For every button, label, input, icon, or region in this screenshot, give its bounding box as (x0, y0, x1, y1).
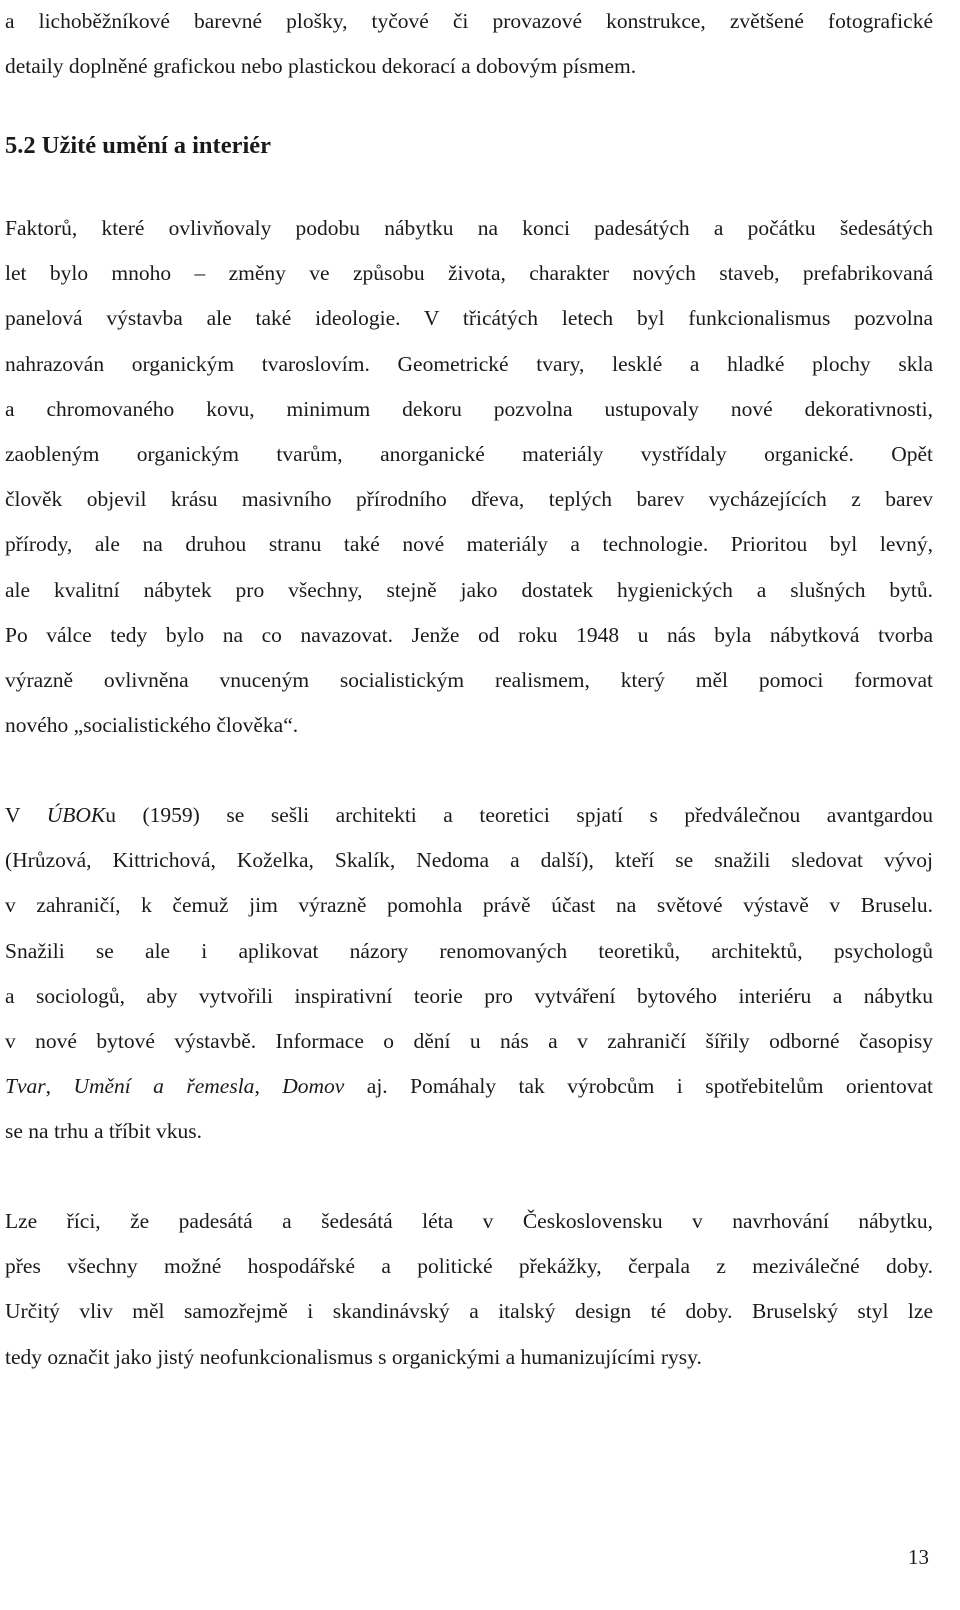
section-heading: 5.2 Užité umění a interiér (5, 132, 272, 159)
text-run: aj. Pomáhaly tak výrobcům i spotřebitelům orientovat (344, 1074, 934, 1099)
italic-term: ÚBOK (46, 803, 106, 827)
text-line: a sociologů, aby vytvořili inspirativní teorie pro vytváření bytového interiéru a nábytku (5, 983, 933, 1008)
text-line: panelová výstavba ale také ideologie. V třicátých letech byl funkcionalismus pozvolna (5, 306, 933, 331)
text-line: Po válce tedy bylo na co navazovat. Jenže od roku 1948 u nás byla nábytková tvorba (5, 622, 933, 647)
text-line: zaobleným organickým tvarům, anorganické materiály vystřídaly organické. Opět (5, 441, 933, 466)
paragraph-2 (5, 793, 933, 1155)
text-line: v zahraničí, k čemuž jim výrazně pomohla právě účast na světové výstavě v Bruselu. (5, 893, 933, 918)
text-line: přírody, ale na druhou stranu také nové materiály a technologie. Prioritou byl levný, (5, 532, 933, 557)
text-line: člověk objevil krásu masivního přírodního dřeva, teplých barev vycházejících z barev (5, 487, 933, 512)
text-line: a lichoběžníkové barevné plošky, tyčové či provazové konstrukce, zvětšené fotografické (5, 9, 933, 33)
journal-title: Tvar (5, 1074, 46, 1099)
text-line: Faktorů, které ovlivňovaly podobu nábytku na konci padesátých a počátku šedesátých (5, 216, 933, 240)
intro-paragraph (5, 0, 933, 89)
text-line: ale kvalitní nábytek pro všechny, stejně jako dostatek hygienických a slušných bytů. (5, 577, 933, 602)
text-line: Snažili se ale i aplikovat názory renomovaných teoretiků, architektů, psychologů (5, 938, 933, 963)
text-line: detaily doplněné grafickou nebo plastickou dekorací a dobovým písmem. (5, 54, 637, 79)
text-line: Určitý vliv měl samozřejmě i skandinávský a italský design té doby. Bruselský styl lze (5, 1299, 933, 1324)
text-line: a chromovaného kovu, minimum dekoru pozvolna ustupovaly nové dekorativnosti, (5, 396, 933, 421)
text-line: výrazně ovlivněna vnuceným socialistickým realismem, který měl pomoci formovat (5, 667, 933, 692)
text-line: se na trhu a tříbit vkus. (5, 1119, 203, 1144)
text-line (5, 793, 933, 838)
text-line: přes všechny možné hospodářské a politické překážky, čerpala z meziválečné doby. (5, 1254, 933, 1279)
text-run: , (45, 1074, 74, 1099)
journal-title: Domov (282, 1074, 345, 1099)
text-run: , (254, 1074, 283, 1099)
text-run: V (5, 803, 47, 827)
text-line (5, 1064, 933, 1109)
text-line: tedy označit jako jistý neofunkcionalismus s organickými a humanizujícími rysy. (5, 1344, 702, 1369)
text-line: Lze říci, že padesátá a šedesátá léta v Československu v navrhování nábytku, (5, 1209, 933, 1233)
paragraph-1 (5, 206, 933, 748)
text-line: nového „socialistického člověka“. (5, 713, 299, 738)
text-line: nahrazován organickým tvaroslovím. Geometrické tvary, lesklé a hladké plochy skla (5, 351, 933, 376)
text-run: u (1959) se sešli architekti a teoretici spjatí s předválečnou avantgardou (105, 803, 934, 827)
page-number: 13 (908, 1545, 929, 1569)
text-line: (Hrůzová, Kittrichová, Koželka, Skalík, Nedoma a další), kteří se snažili sledovat vývoj (5, 848, 933, 873)
journal-title: Umění a řemesla (73, 1074, 255, 1099)
paragraph-3 (5, 1199, 933, 1380)
text-line: let bylo mnoho – změny ve způsobu života, charakter nových staveb, prefabrikovaná (5, 261, 933, 286)
text-line: v nové bytové výstavbě. Informace o dění u nás a v zahraničí šířily odborné časopisy (5, 1028, 933, 1053)
